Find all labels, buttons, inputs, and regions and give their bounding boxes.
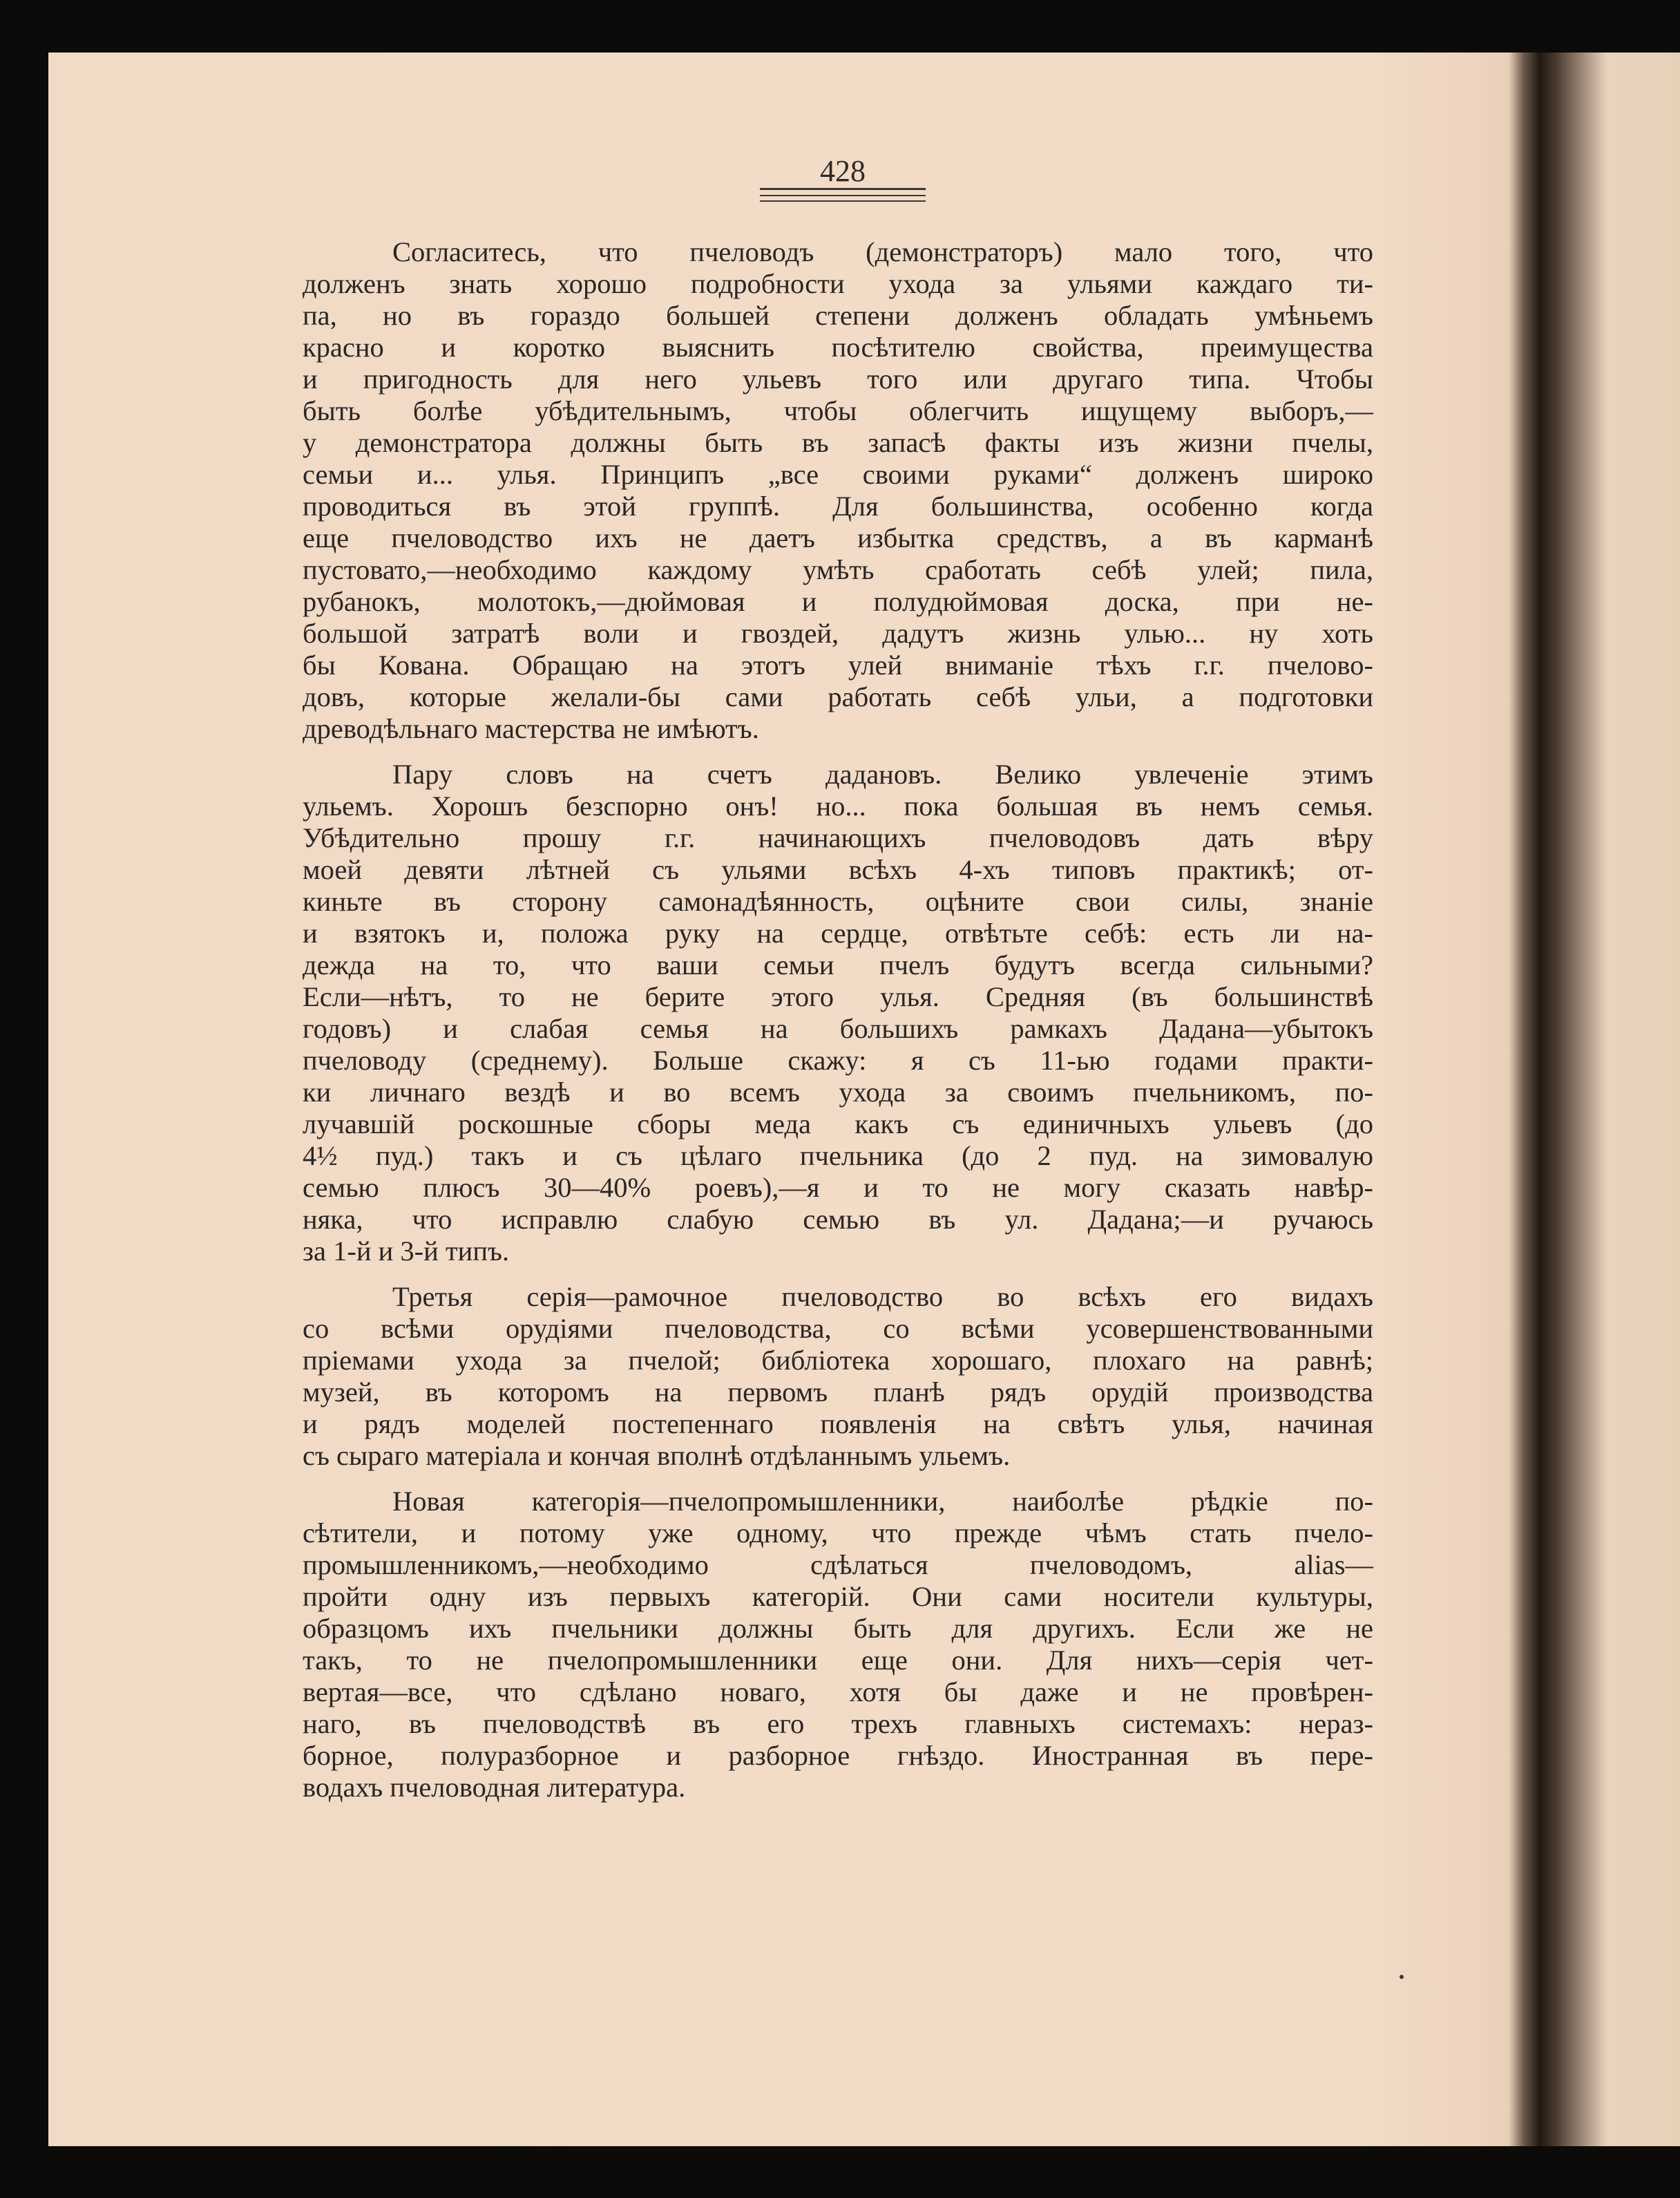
- text-line: няка, что исправлю слабую семью въ ул. Дадана;—и ручаюсь: [303, 1204, 1373, 1235]
- text-line: ульемъ. Хорошъ безспорно онъ! но... пока большая въ немъ семья.: [303, 790, 1373, 822]
- text-line: лучавшій роскошные сборы меда какъ съ единичныхъ ульевъ (до: [303, 1108, 1373, 1139]
- text-line: 4½ пуд.) такъ и съ цѣлаго пчельника (до 2 пуд. на зимовалую: [303, 1140, 1373, 1171]
- paragraph: [303, 759, 1373, 1267]
- text-line: музей, въ которомъ на первомъ планѣ рядъ орудій производства: [303, 1376, 1373, 1408]
- text-line: киньте въ сторону самонадѣянность, оцѣните свои силы, знаніе: [303, 886, 1373, 917]
- header-rule: [760, 195, 926, 196]
- text-line: дежда на то, что ваши семьи пчелъ будутъ всегда сильными?: [303, 949, 1373, 980]
- text-line: Третья серія—рамочное пчеловодство во всѣхъ его видахъ: [392, 1281, 1373, 1312]
- text-line: съ сыраго матеріала и кончая вполнѣ отдѣланнымъ ульемъ.: [303, 1440, 1011, 1471]
- text-line: и рядъ моделей постепеннаго появленія на свѣтъ улья, начиная: [303, 1408, 1373, 1439]
- text-line: пройти одну изъ первыхъ категорій. Они сами носители культуры,: [303, 1581, 1373, 1612]
- text-line: пчеловоду (среднему). Больше скажу: я съ 11-ью годами практи-: [303, 1045, 1373, 1076]
- text-line: годовъ) и слабая семья на большихъ рамкахъ Дадана—убытокъ: [303, 1013, 1373, 1044]
- text-line: со всѣми орудіями пчеловодства, со всѣми усовершенствованными: [303, 1313, 1373, 1344]
- header-rule: [760, 188, 926, 190]
- text-line: проводиться въ этой группѣ. Для большинства, особенно когда: [303, 491, 1373, 522]
- text-line: Убѣдительно прошу г.г. начинающихъ пчеловодовъ дать вѣру: [303, 822, 1373, 853]
- paragraph: [303, 1281, 1373, 1472]
- text-line: быть болѣе убѣдительнымъ, чтобы облегчить ищущему выборъ,—: [303, 395, 1373, 426]
- text-line: сѣтители, и потому уже одному, что прежде чѣмъ стать пчело-: [303, 1517, 1373, 1548]
- text-line: Если—нѣтъ, то не берите этого улья. Средняя (въ большинствѣ: [303, 981, 1373, 1012]
- page-number: 428: [820, 154, 866, 188]
- text-line: у демонстратора должны быть въ запасѣ факты изъ жизни пчелы,: [303, 427, 1373, 458]
- text-line: семью плюсъ 30—40% роевъ),—я и то не могу сказать навѣр-: [303, 1172, 1373, 1203]
- paragraph: [303, 236, 1373, 745]
- text-line: красно и коротко выяснить посѣтителю свойства, преимущества: [303, 332, 1373, 363]
- text-line: бы Кована. Обращаю на этотъ улей вниманіе тѣхъ г.г. пчелово-: [303, 650, 1373, 681]
- text-line: образцомъ ихъ пчельники должны быть для другихъ. Если же не: [303, 1613, 1373, 1644]
- text-line: долженъ знать хорошо подробности ухода за ульями каждаго ти-: [303, 268, 1373, 299]
- text-line: Согласитесь, что пчеловодъ (демонстраторъ) мало того, что: [392, 236, 1373, 267]
- text-line: и взятокъ и, положа руку на сердце, отвѣтьте себѣ: есть ли на-: [303, 918, 1373, 949]
- text-line: еще пчеловодство ихъ не даетъ избытка средствъ, а въ карманѣ: [303, 522, 1373, 553]
- text-line: рубанокъ, молотокъ,—дюймовая и полудюймовая доска, при не-: [303, 586, 1373, 617]
- text-line: Пару словъ на счетъ дадановъ. Велико увлеченіе этимъ: [392, 759, 1373, 790]
- text-line: пріемами ухода за пчелой; библіотека хорошаго, плохаго на равнѣ;: [303, 1345, 1373, 1376]
- ink-speck: [1400, 1975, 1404, 1979]
- text-line: пустовато,—необходимо каждому умѣть сработать себѣ улей; пила,: [303, 554, 1373, 585]
- text-line: моей девяти лѣтней съ ульями всѣхъ 4-хъ типовъ практикѣ; от-: [303, 854, 1373, 885]
- text-line: водахъ пчеловодная литература.: [303, 1772, 686, 1803]
- paragraph: [303, 1486, 1373, 1803]
- text-line: довъ, которые желали-бы сами работать себѣ ульи, а подготовки: [303, 681, 1373, 712]
- text-line: па, но въ гораздо большей степени долженъ обладать умѣньемъ: [303, 300, 1373, 331]
- header-rule: [760, 200, 926, 202]
- text-line: и пригодность для него ульевъ того или другаго типа. Чтобы: [303, 363, 1373, 395]
- text-line: вертая—все, что сдѣлано новаго, хотя бы даже и не провѣрен-: [303, 1676, 1373, 1707]
- text-line: такъ, то не пчелопромышленники еще они. Для нихъ—серія чет-: [303, 1645, 1373, 1676]
- text-line: древодѣльнаго мастерства не имѣютъ.: [303, 713, 759, 744]
- text-line: за 1-й и 3-й типъ.: [303, 1235, 510, 1267]
- text-line: борное, полуразборное и разборное гнѣздо. Иностранная въ пере-: [303, 1740, 1373, 1771]
- body-text: [303, 236, 1373, 1817]
- text-line: большой затратѣ воли и гвоздей, дадутъ жизнь улью... ну хоть: [303, 618, 1373, 649]
- text-line: семьи и... улья. Принципъ „все своими руками“ долженъ широко: [303, 459, 1373, 490]
- text-line: наго, въ пчеловодствѣ въ его трехъ главныхъ системахъ: нераз-: [303, 1708, 1373, 1739]
- text-line: Новая категорія—пчелопромышленники, наиболѣе рѣдкіе по-: [392, 1486, 1373, 1517]
- text-line: ки личнаго вездѣ и во всемъ ухода за своимъ пчельникомъ, по-: [303, 1077, 1373, 1108]
- text-line: промышленникомъ,—необходимо сдѣлаться пчеловодомъ, alias—: [303, 1549, 1373, 1580]
